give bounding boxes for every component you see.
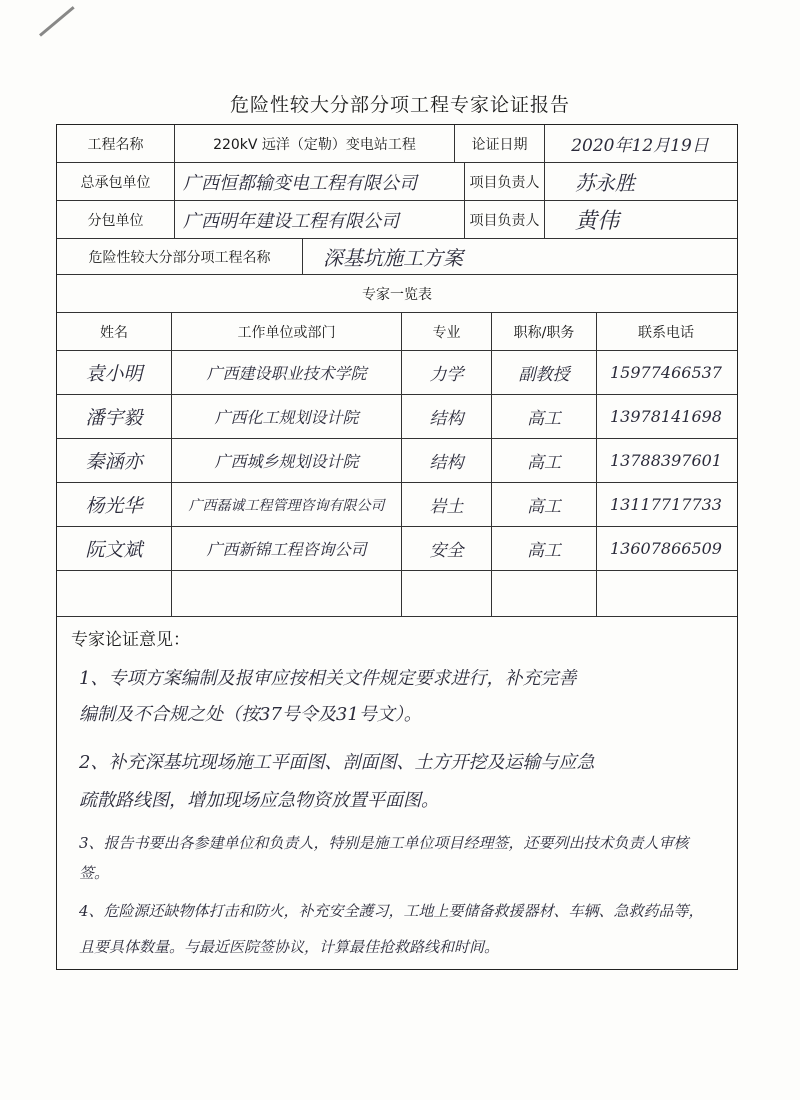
header-name: 姓名 bbox=[57, 313, 172, 350]
experts-section-title: 专家一览表 bbox=[362, 286, 432, 303]
expert-specialty: 力学 bbox=[429, 365, 464, 385]
expert-title: 高工 bbox=[527, 497, 561, 517]
row-general-contractor bbox=[57, 163, 737, 201]
expert-phone: 13788397601 bbox=[610, 451, 722, 470]
expert-name: 秦涵亦 bbox=[85, 451, 143, 473]
document-title: 危险性较大分部分项工程专家论证报告 bbox=[229, 94, 570, 116]
subcontractor-label: 分包单位 bbox=[57, 201, 175, 238]
expert-name: 潘宇毅 bbox=[85, 407, 143, 429]
expert-name: 袁小明 bbox=[85, 363, 143, 385]
date-value: 2020年12月19日 bbox=[571, 136, 709, 156]
general-contractor-value: 广西恒都输变电工程有限公司 bbox=[183, 172, 417, 194]
header-organization: 工作单位或部门 bbox=[172, 313, 402, 350]
opinion-line: 疏散路线图，增加现场应急物资放置平面图。 bbox=[79, 790, 439, 811]
expert-phone: 13117717733 bbox=[610, 495, 722, 514]
expert-organization: 广西化工规划设计院 bbox=[214, 408, 359, 427]
date-label: 论证日期 bbox=[455, 125, 545, 162]
row-dangerous-work bbox=[57, 239, 737, 275]
subcontractor-value: 广西明年建设工程有限公司 bbox=[183, 210, 399, 232]
header-phone: 联系电话 bbox=[638, 324, 694, 341]
expert-row bbox=[57, 527, 737, 571]
expert-phone: 13607866509 bbox=[610, 539, 722, 558]
expert-organization: 广西城乡规划设计院 bbox=[214, 452, 359, 471]
opinions-heading: 专家论证意见： bbox=[71, 630, 190, 650]
expert-organization: 广西磊诚工程管理咨询有限公司 bbox=[188, 497, 385, 514]
header-specialty: 专业 bbox=[402, 313, 492, 350]
opinion-line: 4、危险源还缺物体打击和防火，补充安全護习，工地上要储备救援器材、车辆、急救药品等， bbox=[79, 902, 704, 920]
expert-organization: 广西建设职业技术学院 bbox=[206, 364, 367, 383]
opinion-line: 编制及不合规之处（按37号令及31号文）。 bbox=[79, 704, 422, 725]
expert-phone: 13978141698 bbox=[610, 407, 722, 426]
expert-specialty: 岩土 bbox=[429, 497, 464, 517]
expert-title: 副教授 bbox=[518, 365, 570, 385]
opinion-line: 且要具体数量。与最近医院签协议，计算最佳抢救路线和时间。 bbox=[79, 938, 500, 956]
experts-header-row bbox=[57, 313, 737, 351]
expert-row bbox=[57, 351, 737, 395]
expert-specialty: 结构 bbox=[429, 409, 464, 429]
row-experts-title bbox=[57, 275, 737, 313]
project-name-label: 工程名称 bbox=[57, 125, 175, 162]
expert-row bbox=[57, 483, 737, 527]
expert-name: 杨光华 bbox=[85, 495, 143, 517]
scan-pen-mark bbox=[39, 6, 75, 37]
dangerous-work-label: 危险性较大分部分项工程名称 bbox=[57, 239, 303, 274]
expert-title: 高工 bbox=[527, 453, 561, 473]
opinion-line: 1、专项方案编制及报审应按相关文件规定要求进行，补充完善 bbox=[79, 668, 577, 689]
expert-row-empty bbox=[57, 571, 737, 617]
expert-row bbox=[57, 395, 737, 439]
expert-specialty: 安全 bbox=[429, 541, 464, 561]
sub-manager-value: 黄伟 bbox=[575, 209, 620, 234]
expert-title: 高工 bbox=[527, 409, 561, 429]
opinion-line: 2、补充深基坑现场施工平面图、剖面图、土方开挖及运输与应急 bbox=[79, 752, 595, 773]
expert-phone: 15977466537 bbox=[610, 363, 722, 382]
general-contractor-label: 总承包单位 bbox=[57, 163, 175, 200]
report-form bbox=[56, 124, 738, 970]
gc-manager-label: 项目负责人 bbox=[465, 163, 545, 200]
expert-opinions-section bbox=[57, 617, 737, 969]
expert-name: 阮文斌 bbox=[85, 539, 143, 561]
expert-row bbox=[57, 439, 737, 483]
sub-manager-label: 项目负责人 bbox=[465, 201, 545, 238]
expert-organization: 广西新锦工程咨询公司 bbox=[206, 540, 367, 559]
gc-manager-value: 苏永胜 bbox=[575, 171, 635, 195]
expert-title: 高工 bbox=[527, 541, 561, 561]
header-title: 职称/职务 bbox=[492, 313, 597, 350]
project-name-value: 220kV 远洋（定勒）变电站工程 bbox=[175, 125, 455, 162]
row-project-name bbox=[57, 125, 737, 163]
row-subcontractor bbox=[57, 201, 737, 239]
opinion-line: 3、报告书要出各参建单位和负责人，特别是施工单位项目经理签，还要列出技术负责人审核 bbox=[79, 834, 689, 852]
opinion-line: 签。 bbox=[79, 864, 110, 882]
expert-specialty: 结构 bbox=[429, 453, 464, 473]
dangerous-work-value: 深基坑施工方案 bbox=[323, 246, 463, 270]
